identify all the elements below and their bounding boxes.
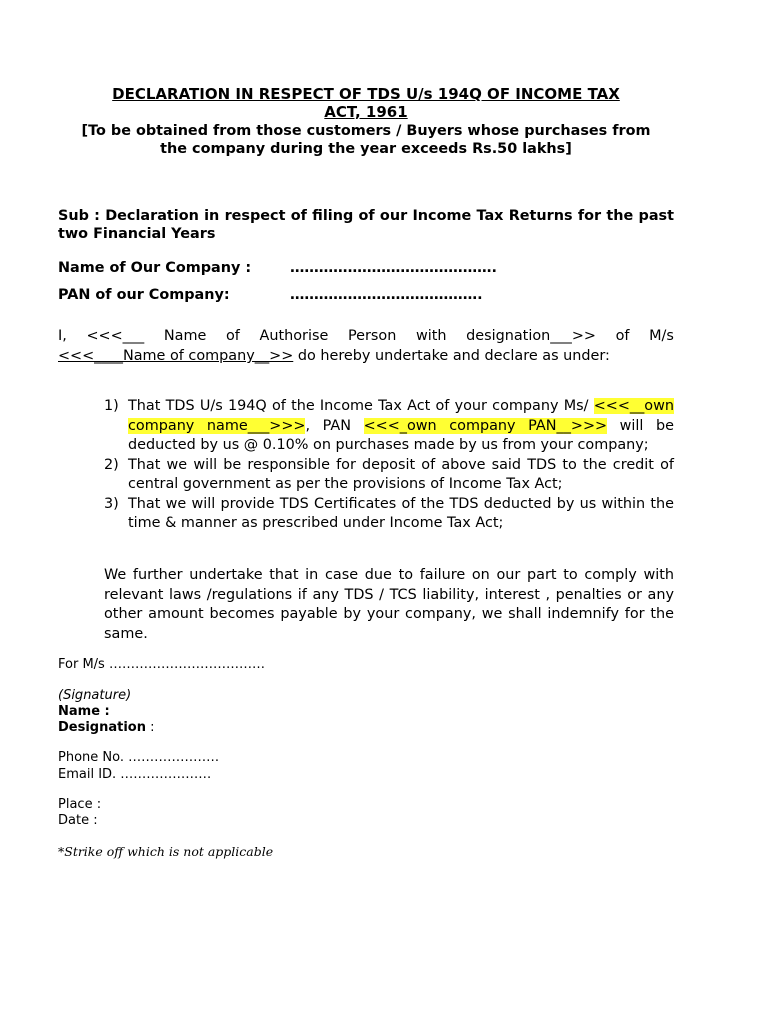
- subject-line: Sub : Declaration in respect of filing of our Income Tax Returns for the past two Financial Years: [58, 208, 674, 242]
- list-item: [104, 397, 674, 456]
- declaration-paragraph: [58, 326, 674, 366]
- signature-label: (Signature): [58, 688, 132, 703]
- list-number: 3): [104, 495, 119, 512]
- list-item: [104, 495, 674, 534]
- list-text-part: will be deducted by us @ 0.10% on purchases made by us from your company;: [128, 417, 674, 453]
- decl-word: Authorise: [259, 328, 329, 344]
- declaration-tail: do hereby undertake and declare as under:: [293, 348, 610, 364]
- document-title: [58, 85, 674, 121]
- company-pan-label: PAN of our Company:: [58, 287, 230, 303]
- declaration-line-2: [58, 346, 674, 366]
- list-text: That we will provide TDS Certificates of the TDS deducted by us within the time & manner as prescribed under Income Tax Act;: [128, 495, 674, 531]
- title-line-2: ACT, 1961: [324, 103, 408, 121]
- decl-word: Person: [347, 328, 397, 344]
- company-name-field: [58, 259, 497, 277]
- decl-word: of: [225, 328, 240, 344]
- declaration-line-1: [58, 326, 674, 346]
- date-line: Date :: [58, 813, 98, 828]
- decl-word: I,: [58, 328, 67, 344]
- list-number: 2): [104, 456, 119, 473]
- subtitle-line-1: [To be obtained from those customers / Buyers whose purchases from: [81, 123, 651, 139]
- list-text-part: , PAN: [305, 417, 364, 434]
- designation-colon: :: [146, 720, 155, 735]
- email-line: Email ID. …………………: [58, 767, 212, 782]
- list-number: 1): [104, 398, 119, 414]
- for-ms-line: For M/s ………………………………: [58, 657, 265, 672]
- company-name-label: Name of Our Company :: [58, 260, 252, 276]
- decl-word: designation___>>: [466, 328, 596, 344]
- decl-word: of: [615, 328, 630, 344]
- decl-word: <<<___: [86, 328, 145, 344]
- list-item: [104, 456, 674, 495]
- list-text: That we will be responsible for deposit of above said TDS to the credit of central government as per the provisions of Income Tax Act;: [128, 456, 674, 492]
- decl-word: M/s: [649, 328, 674, 344]
- decl-word: Name: [163, 328, 207, 344]
- own-company-pan-placeholder: <<<_own company PAN__>>>: [363, 417, 608, 434]
- phone-line: Phone No. …………………: [58, 750, 220, 765]
- designation-label: Designation: [58, 720, 146, 735]
- own-company-name-placeholder: <<<__own company name___>>>: [128, 398, 674, 434]
- designation-line: [58, 720, 155, 736]
- list-text: [128, 397, 674, 456]
- name-label: Name :: [58, 704, 110, 719]
- place-line: Place :: [58, 797, 102, 812]
- list-text-part: That TDS U/s 194Q of the Income Tax Act of your company Ms/: [128, 398, 594, 414]
- company-placeholder: <<<____Name of company__>>: [58, 348, 294, 364]
- company-name-value: …………………………………….: [290, 260, 497, 276]
- decl-word: with: [415, 328, 447, 344]
- strike-off-note: *Strike off which is not applicable: [58, 844, 274, 859]
- company-pan-value: ………………………………….: [290, 287, 483, 303]
- document-subtitle: [58, 122, 674, 158]
- title-line-1: DECLARATION IN RESPECT OF TDS U/s 194Q OF INCOME TAX: [112, 85, 620, 103]
- undertaking-list: [104, 397, 674, 534]
- subtitle-line-2: the company during the year exceeds Rs.50 lakhs]: [160, 141, 572, 157]
- company-pan-field: [58, 286, 483, 304]
- indemnity-paragraph: We further undertake that in case due to failure on our part to comply with relevant laws /regulations if any TDS / TCS liability, interest , penalties or any other amount becomes payable by your company, we shall indemnify for the same.: [104, 567, 674, 642]
